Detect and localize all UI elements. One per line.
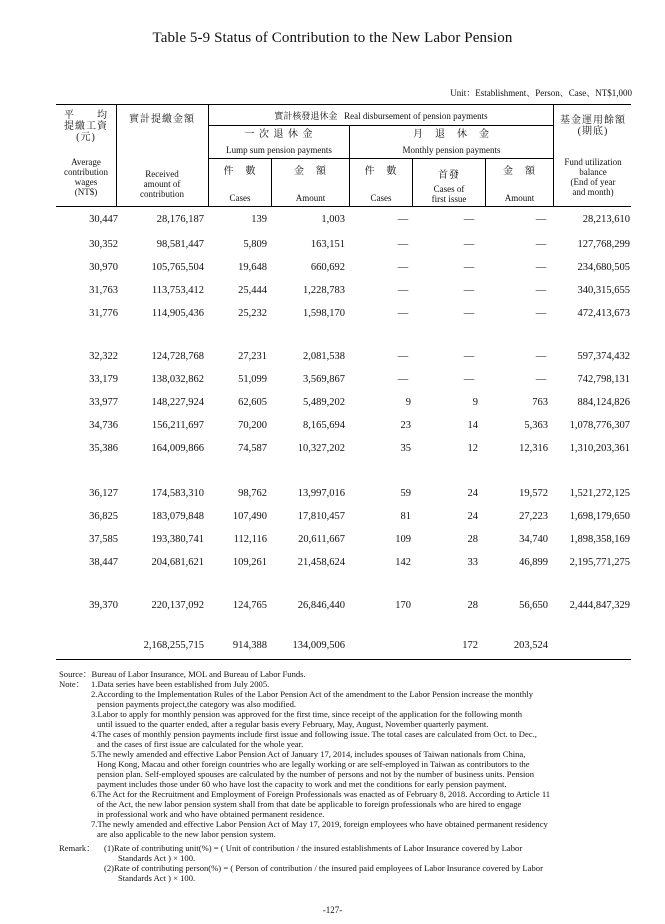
lump-cases-cell: 27,231 <box>238 351 267 362</box>
remark-line: (2)Rate of contributing person(%) = ( Person of contribution / the insured paid employees of Labor Insurance covered by Labor <box>104 863 543 873</box>
received-cell: 98,581,447 <box>156 239 204 250</box>
lump-amount-cell: 163,151 <box>310 239 345 250</box>
avg-wage-cell: 33,179 <box>89 374 118 385</box>
first-issue-header-zh: 首發 <box>438 170 460 181</box>
note-line: in professional work and who have obtained permanent residence. <box>97 809 325 819</box>
first-issue-cell: — <box>463 351 475 362</box>
monthly-amount-cell: 203,524 <box>513 640 548 651</box>
received-cell: 193,380,741 <box>151 534 204 545</box>
lump-amount-cell: 2,081,538 <box>303 351 345 362</box>
avg-wage-cell: 38,447 <box>89 557 118 568</box>
fund-balance-cell: 1,310,203,361 <box>569 443 630 454</box>
lump-amount-header-zh: 金 額 <box>294 166 327 177</box>
lump-amount-cell: 5,489,202 <box>303 397 345 408</box>
avg-wage-cell: 35,386 <box>89 443 118 454</box>
monthly-cases-cell: — <box>397 214 409 225</box>
remark-line: Standards Act ) × 100. <box>118 853 196 863</box>
lump-amount-cell: 26,846,440 <box>297 600 345 611</box>
first-issue-cell: 12 <box>467 443 478 454</box>
monthly-amount-cell: — <box>535 285 547 296</box>
received-cell: 138,032,862 <box>151 374 204 385</box>
unit-label: Unit：Establishment、Person、Case、NT$1,000 <box>450 88 632 98</box>
remark-section <box>59 843 649 883</box>
first-issue-cell: — <box>463 285 475 296</box>
monthly-cases-cell: — <box>397 262 409 273</box>
lump-cases-cell: 107,490 <box>232 511 267 522</box>
remark-label: Remark： <box>59 843 95 853</box>
monthly-cases-header-zh: 件 數 <box>364 166 398 177</box>
avg-wage-cell: 36,825 <box>89 511 118 522</box>
fund-balance-cell: 597,374,432 <box>577 351 630 362</box>
note-line: 1.Data series have been established from July 2005. <box>91 679 270 689</box>
avg-wage-cell: 32,322 <box>89 351 118 362</box>
monthly-amount-cell: — <box>535 239 547 250</box>
lump-header-en: Lump sum pension payments <box>226 145 332 155</box>
monthly-cases-cell: — <box>397 285 409 296</box>
monthly-amount-cell: — <box>535 374 547 385</box>
received-cell: 148,227,924 <box>151 397 204 408</box>
lump-amount-cell: 3,569,867 <box>303 374 345 385</box>
received-cell: 174,583,310 <box>151 488 204 499</box>
table-bottom-rule <box>56 659 631 660</box>
lump-cases-cell: 112,116 <box>233 534 267 545</box>
fund-balance-cell: 234,680,505 <box>577 262 630 273</box>
lump-cases-cell: 109,261 <box>232 557 267 568</box>
lump-cases-header-zh: 件 數 <box>223 166 257 177</box>
lump-cases-cell: 5,809 <box>243 239 267 250</box>
received-cell: 105,765,504 <box>151 262 204 273</box>
monthly-amount-cell: 763 <box>532 397 548 408</box>
first-issue-cell: 9 <box>472 397 478 408</box>
table-top-rule <box>56 104 631 105</box>
received-cell: 220,137,092 <box>151 600 204 611</box>
monthly-amount-cell: 56,650 <box>519 600 548 611</box>
lump-cases-cell: 51,099 <box>238 374 267 385</box>
monthly-amount-cell: — <box>535 214 547 225</box>
avg-wage-cell: 30,447 <box>89 214 118 225</box>
fund-balance-cell: 884,124,826 <box>577 397 630 408</box>
lump-cases-cell: 62,605 <box>238 397 267 408</box>
monthly-cases-cell: — <box>397 239 409 250</box>
lump-amount-cell: 1,003 <box>321 214 345 225</box>
monthly-amount-header-zh: 金 額 <box>503 166 536 177</box>
monthly-cases-cell: 35 <box>400 443 411 454</box>
monthly-header-zh: 月 退 休 金 <box>413 129 490 140</box>
lump-cases-header-en: Cases <box>229 193 251 203</box>
monthly-amount-cell: — <box>535 308 547 319</box>
lump-cases-cell: 124,765 <box>232 600 267 611</box>
page-number: -127- <box>322 905 343 915</box>
received-cell: 2,168,255,715 <box>143 640 204 651</box>
fund-header-zh: 基金運用餘額 (期底) <box>560 115 626 137</box>
monthly-cases-cell: — <box>397 374 409 385</box>
lump-cases-cell: 914,388 <box>232 640 267 651</box>
page-title: Table 5-9 Status of Contribution to the New Labor Pension <box>152 30 513 46</box>
first-issue-cell: 172 <box>462 640 478 651</box>
avg-wage-header-zh: 平 均 提繳工資 (元) <box>64 110 108 143</box>
monthly-cases-cell: 170 <box>395 600 411 611</box>
lump-cases-cell: 98,762 <box>238 488 267 499</box>
monthly-header-en: Monthly pension payments <box>402 145 501 155</box>
received-cell: 183,079,848 <box>151 511 204 522</box>
monthly-cases-cell: 142 <box>395 557 411 568</box>
received-cell: 164,009,866 <box>151 443 204 454</box>
avg-wage-cell: 30,352 <box>89 239 118 250</box>
monthly-cases-header-en: Cases <box>370 193 392 203</box>
sub-header-rule <box>208 158 553 159</box>
note-line: pension payments project,the category was also modified. <box>97 699 297 709</box>
first-issue-cell: 24 <box>467 511 478 522</box>
fund-balance-cell: 742,798,131 <box>577 374 630 385</box>
monthly-cases-cell: 81 <box>400 511 411 522</box>
first-issue-cell: — <box>463 262 475 273</box>
avg-wage-cell: 37,585 <box>89 534 118 545</box>
monthly-amount-header-en: Amount <box>504 193 535 203</box>
avg-wage-cell: 31,776 <box>89 308 118 319</box>
first-issue-cell: — <box>463 239 475 250</box>
lump-amount-cell: 1,228,783 <box>303 285 345 296</box>
fund-balance-cell: 2,444,847,329 <box>569 600 630 611</box>
monthly-amount-cell: — <box>535 351 547 362</box>
received-cell: 114,905,436 <box>151 308 204 319</box>
received-header-en: Received amount of contribution <box>140 169 184 199</box>
lump-amount-header-en: Amount <box>295 193 326 203</box>
fund-balance-cell: 1,698,179,650 <box>569 511 630 522</box>
avg-wage-cell: 36,127 <box>89 488 118 499</box>
note-line: 7.The newly amended and effective Labor Pension Act of May 17, 2019, foreign employees who have obtained permanent residency <box>91 819 548 829</box>
note-items <box>91 679 649 839</box>
fund-balance-cell: 1,898,358,169 <box>569 534 630 545</box>
note-line: payment includes those under 60 who have lost the capacity to work and met the conditions for early pension payment. <box>97 779 507 789</box>
monthly-cases-cell: 9 <box>405 397 411 408</box>
fund-balance-cell: 1,521,272,125 <box>569 488 630 499</box>
monthly-amount-cell: 46,899 <box>519 557 548 568</box>
lump-amount-cell: 21,458,624 <box>297 557 345 568</box>
note-line: of the Act, the new labor pension system shall from that date be applicable to foreign professionals who are hired to engage <box>97 799 522 809</box>
lump-amount-cell: 1,598,170 <box>303 308 345 319</box>
note-label: Note： <box>59 679 85 689</box>
lump-amount-cell: 10,327,202 <box>297 443 345 454</box>
first-issue-cell: 33 <box>467 557 478 568</box>
lump-amount-cell: 17,810,457 <box>297 511 345 522</box>
note-line: until issued to the quarter ended, after a regular basis every February, May, August, November quarterly payment. <box>97 719 489 729</box>
lump-header-zh: 一 次 退 休 金 <box>244 129 314 140</box>
notes-block <box>59 669 649 883</box>
lump-cases-cell: 25,444 <box>238 285 267 296</box>
disb-header-zh: 實計核發退休金 <box>274 111 338 121</box>
monthly-amount-cell: 34,740 <box>519 534 548 545</box>
remark-line: Standards Act ) × 100. <box>118 873 196 883</box>
note-line: and the cases of first issue are calculated for the whole year. <box>97 739 304 749</box>
disb-rule <box>208 125 553 126</box>
first-issue-cell: 28 <box>467 534 478 545</box>
monthly-cases-cell: 23 <box>400 420 411 431</box>
remark-items <box>104 843 649 883</box>
monthly-amount-cell: 5,363 <box>524 420 548 431</box>
monthly-amount-cell: 19,572 <box>519 488 548 499</box>
note-line: 2.According to the Implementation Rules of the Labor Pension Act of the amendment to the Labor Pension increase the monthly <box>91 689 533 699</box>
lump-cases-cell: 70,200 <box>238 420 267 431</box>
avg-wage-cell: 34,736 <box>89 420 118 431</box>
avg-wage-header-en: Average contribution wages (NT$) <box>64 157 108 197</box>
lump-amount-cell: 20,611,667 <box>298 534 345 545</box>
first-issue-cell: — <box>463 214 475 225</box>
monthly-amount-cell: 12,316 <box>519 443 548 454</box>
fund-balance-cell: 472,413,673 <box>577 308 630 319</box>
monthly-cases-cell: 109 <box>395 534 411 545</box>
received-cell: 156,211,697 <box>151 420 204 431</box>
avg-wage-cell: 31,763 <box>89 285 118 296</box>
note-line: 6.The Act for the Recruitment and Employment of Foreign Professionals was enacted as of February 8, 2018. According to Article 11 <box>91 789 551 799</box>
note-line: pension plan. Self-employed spouses are calculated by the number of persons and not by the number of business units. Pension <box>97 769 535 779</box>
disb-header-en: Real disbursement of pension payments <box>344 111 488 121</box>
lump-amount-cell: 8,165,694 <box>303 420 345 431</box>
avg-wage-cell: 33,977 <box>89 397 118 408</box>
fund-balance-cell: 2,195,771,275 <box>569 557 630 568</box>
first-issue-cell: 28 <box>467 600 478 611</box>
lump-amount-cell: 13,997,016 <box>297 488 345 499</box>
monthly-cases-cell: — <box>397 351 409 362</box>
lump-cases-cell: 139 <box>251 214 267 225</box>
first-issue-cell: — <box>463 374 475 385</box>
received-cell: 28,176,187 <box>156 214 204 225</box>
fund-header-en: Fund utilization balance (End of year and month) <box>564 157 622 197</box>
fund-balance-cell: 127,768,299 <box>577 239 630 250</box>
first-issue-header-en: Cases of first issue <box>431 184 467 204</box>
note-line: are also applicable to the new labor pension system. <box>97 829 276 839</box>
source-line: Source：Bureau of Labor Insurance, MOL and Bureau of Labor Funds. <box>59 669 306 679</box>
fund-balance-cell: 28,213,610 <box>582 214 630 225</box>
monthly-cases-cell: 59 <box>400 488 411 499</box>
disb-header <box>209 111 553 121</box>
received-cell: 124,728,768 <box>151 351 204 362</box>
first-issue-cell: — <box>463 308 475 319</box>
monthly-amount-cell: — <box>535 262 547 273</box>
note-section <box>59 679 649 839</box>
fund-balance-cell: 1,078,776,307 <box>569 420 630 431</box>
header-bottom-rule <box>56 206 631 207</box>
monthly-cases-cell: — <box>397 308 409 319</box>
avg-wage-cell: 39,370 <box>89 600 118 611</box>
note-line: 3.Labor to apply for monthly pension was approved for the first time, since receipt of the application for the following month <box>91 709 523 719</box>
lump-amount-cell: 660,692 <box>310 262 345 273</box>
note-line: Hong Kong, Macau and other foreign countries who are legally working or are self-employed in Taiwan as contributors to the <box>97 759 530 769</box>
received-header-zh: 實計提繳金額 <box>129 114 195 125</box>
avg-wage-cell: 30,970 <box>89 262 118 273</box>
monthly-amount-cell: 27,223 <box>519 511 548 522</box>
lump-amount-cell: 134,009,506 <box>292 640 345 651</box>
first-issue-cell: 14 <box>467 420 478 431</box>
fund-balance-cell: 340,315,655 <box>577 285 630 296</box>
lump-cases-cell: 25,232 <box>238 308 267 319</box>
note-line: 5.The newly amended and effective Labor Pension Act of January 17, 2014, includes spouses of Taiwan nationals from China, <box>91 749 526 759</box>
lump-cases-cell: 19,648 <box>238 262 267 273</box>
received-cell: 113,753,412 <box>151 285 204 296</box>
note-line: 4.The cases of monthly pension payments include first issue and following issue. The total cases are calculated from Oct. to Dec., <box>91 729 537 739</box>
received-cell: 204,681,621 <box>151 557 204 568</box>
first-issue-cell: 24 <box>467 488 478 499</box>
remark-line: (1)Rate of contributing unit(%) = ( Unit of contribution / the insured establishments of Labor Insurance covered by Labor <box>104 843 523 853</box>
lump-cases-cell: 74,587 <box>238 443 267 454</box>
